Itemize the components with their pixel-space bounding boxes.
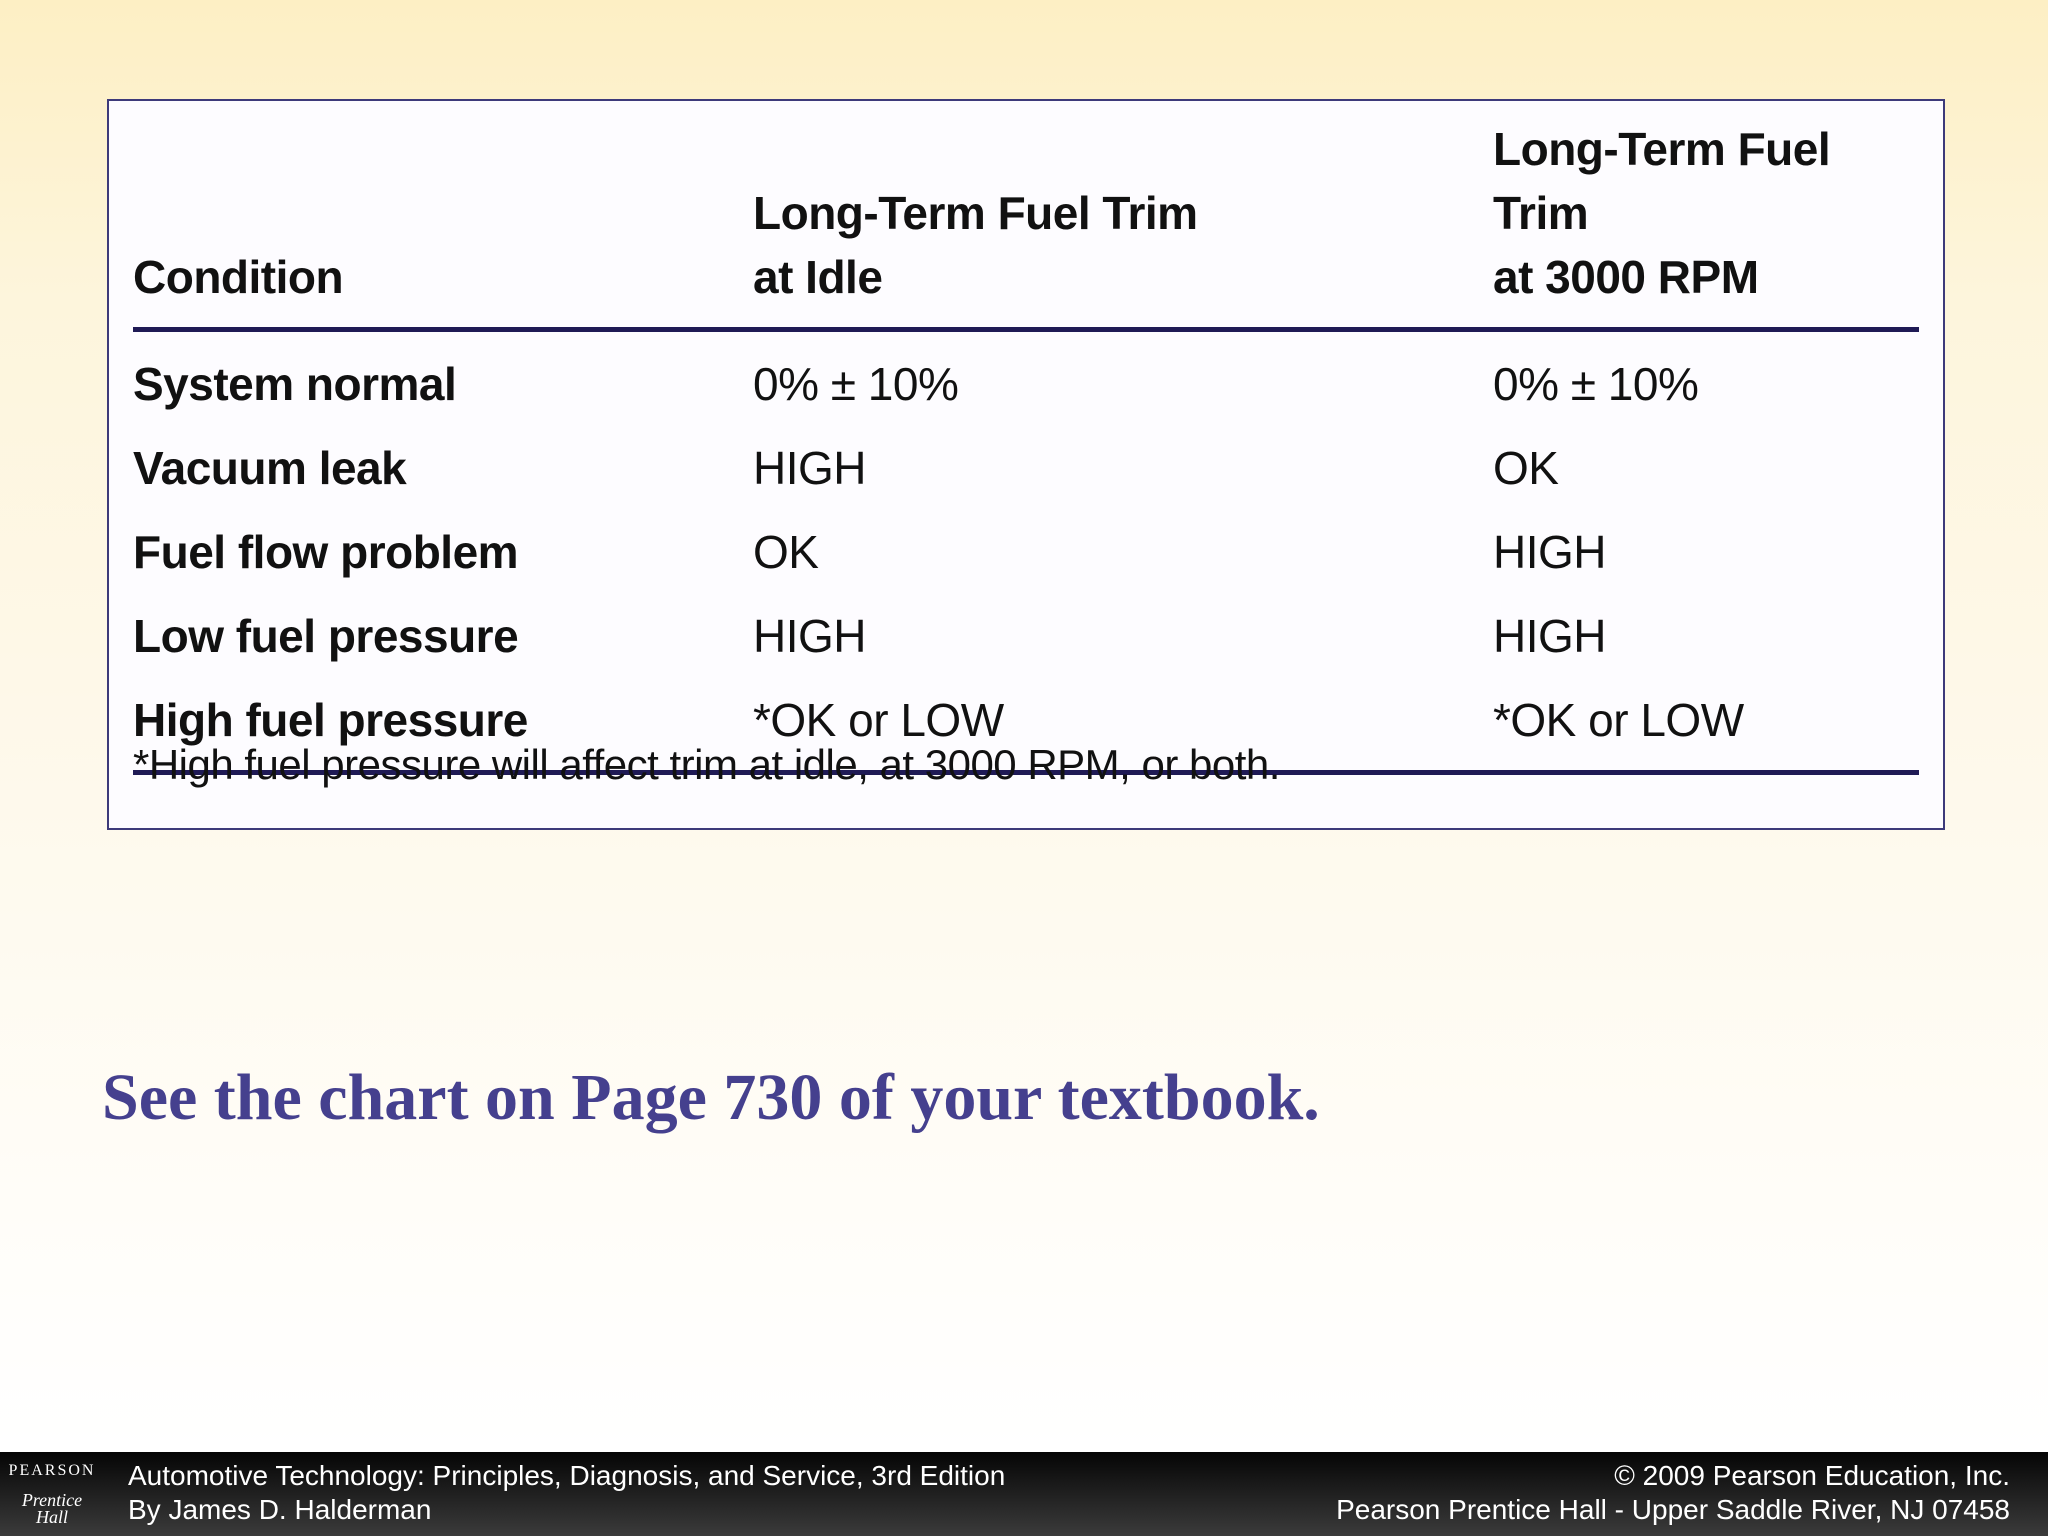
logo-wordmark: PEARSON xyxy=(8,1462,96,1479)
condition-cell: Vacuum leak xyxy=(133,442,407,494)
table-row xyxy=(133,426,1919,510)
rpm-cell: *OK or LOW xyxy=(1493,678,1919,773)
header-condition: Condition xyxy=(133,117,753,330)
condition-cell: High fuel pressure xyxy=(133,678,753,773)
condition-cell: Fuel flow problem xyxy=(133,526,519,578)
table-row xyxy=(133,510,1919,594)
table-row xyxy=(133,330,1919,427)
table-footnote: *High fuel pressure will affect trim at idle, at 3000 RPM, or both. xyxy=(133,741,1280,788)
header-idle: Long-Term Fuel Trim at Idle xyxy=(753,117,1493,330)
footer-book-title: Automotive Technology: Principles, Diagnosis, and Service, 3rd Edition xyxy=(128,1460,1006,1491)
footer-copyright: © 2009 Pearson Education, Inc. xyxy=(1614,1460,2010,1491)
rpm-cell: HIGH xyxy=(1493,526,1606,578)
footer-book-info xyxy=(128,1459,1005,1527)
rpm-cell: OK xyxy=(1493,442,1559,494)
condition-cell: Low fuel pressure xyxy=(133,610,519,662)
idle-cell: 0% ± 10% xyxy=(753,358,959,410)
condition-cell: System normal xyxy=(133,358,457,410)
header-3000rpm: Long-Term Fuel Trim at 3000 RPM xyxy=(1493,117,1919,330)
logo-subtitle: Prentice Hall xyxy=(21,1490,83,1527)
footer-bar xyxy=(0,1452,2048,1536)
footer-author: By James D. Halderman xyxy=(128,1494,432,1525)
rpm-cell: 0% ± 10% xyxy=(1493,358,1699,410)
idle-cell: HIGH xyxy=(753,610,866,662)
footer-publisher-info xyxy=(1336,1459,2010,1527)
fuel-trim-table-box xyxy=(107,99,1945,830)
idle-cell: *OK or LOW xyxy=(753,678,1493,773)
textbook-reference-caption: See the chart on Page 730 of your textbook. xyxy=(102,1061,1320,1134)
pearson-prentice-hall-logo xyxy=(0,1452,104,1536)
idle-cell: HIGH xyxy=(753,442,866,494)
fuel-trim-table xyxy=(133,117,1919,775)
table-header-row xyxy=(133,117,1919,330)
footer-publisher: Pearson Prentice Hall - Upper Saddle River, NJ 07458 xyxy=(1336,1494,2010,1525)
rpm-cell: HIGH xyxy=(1493,610,1606,662)
idle-cell: OK xyxy=(753,526,819,578)
table-row xyxy=(133,594,1919,678)
